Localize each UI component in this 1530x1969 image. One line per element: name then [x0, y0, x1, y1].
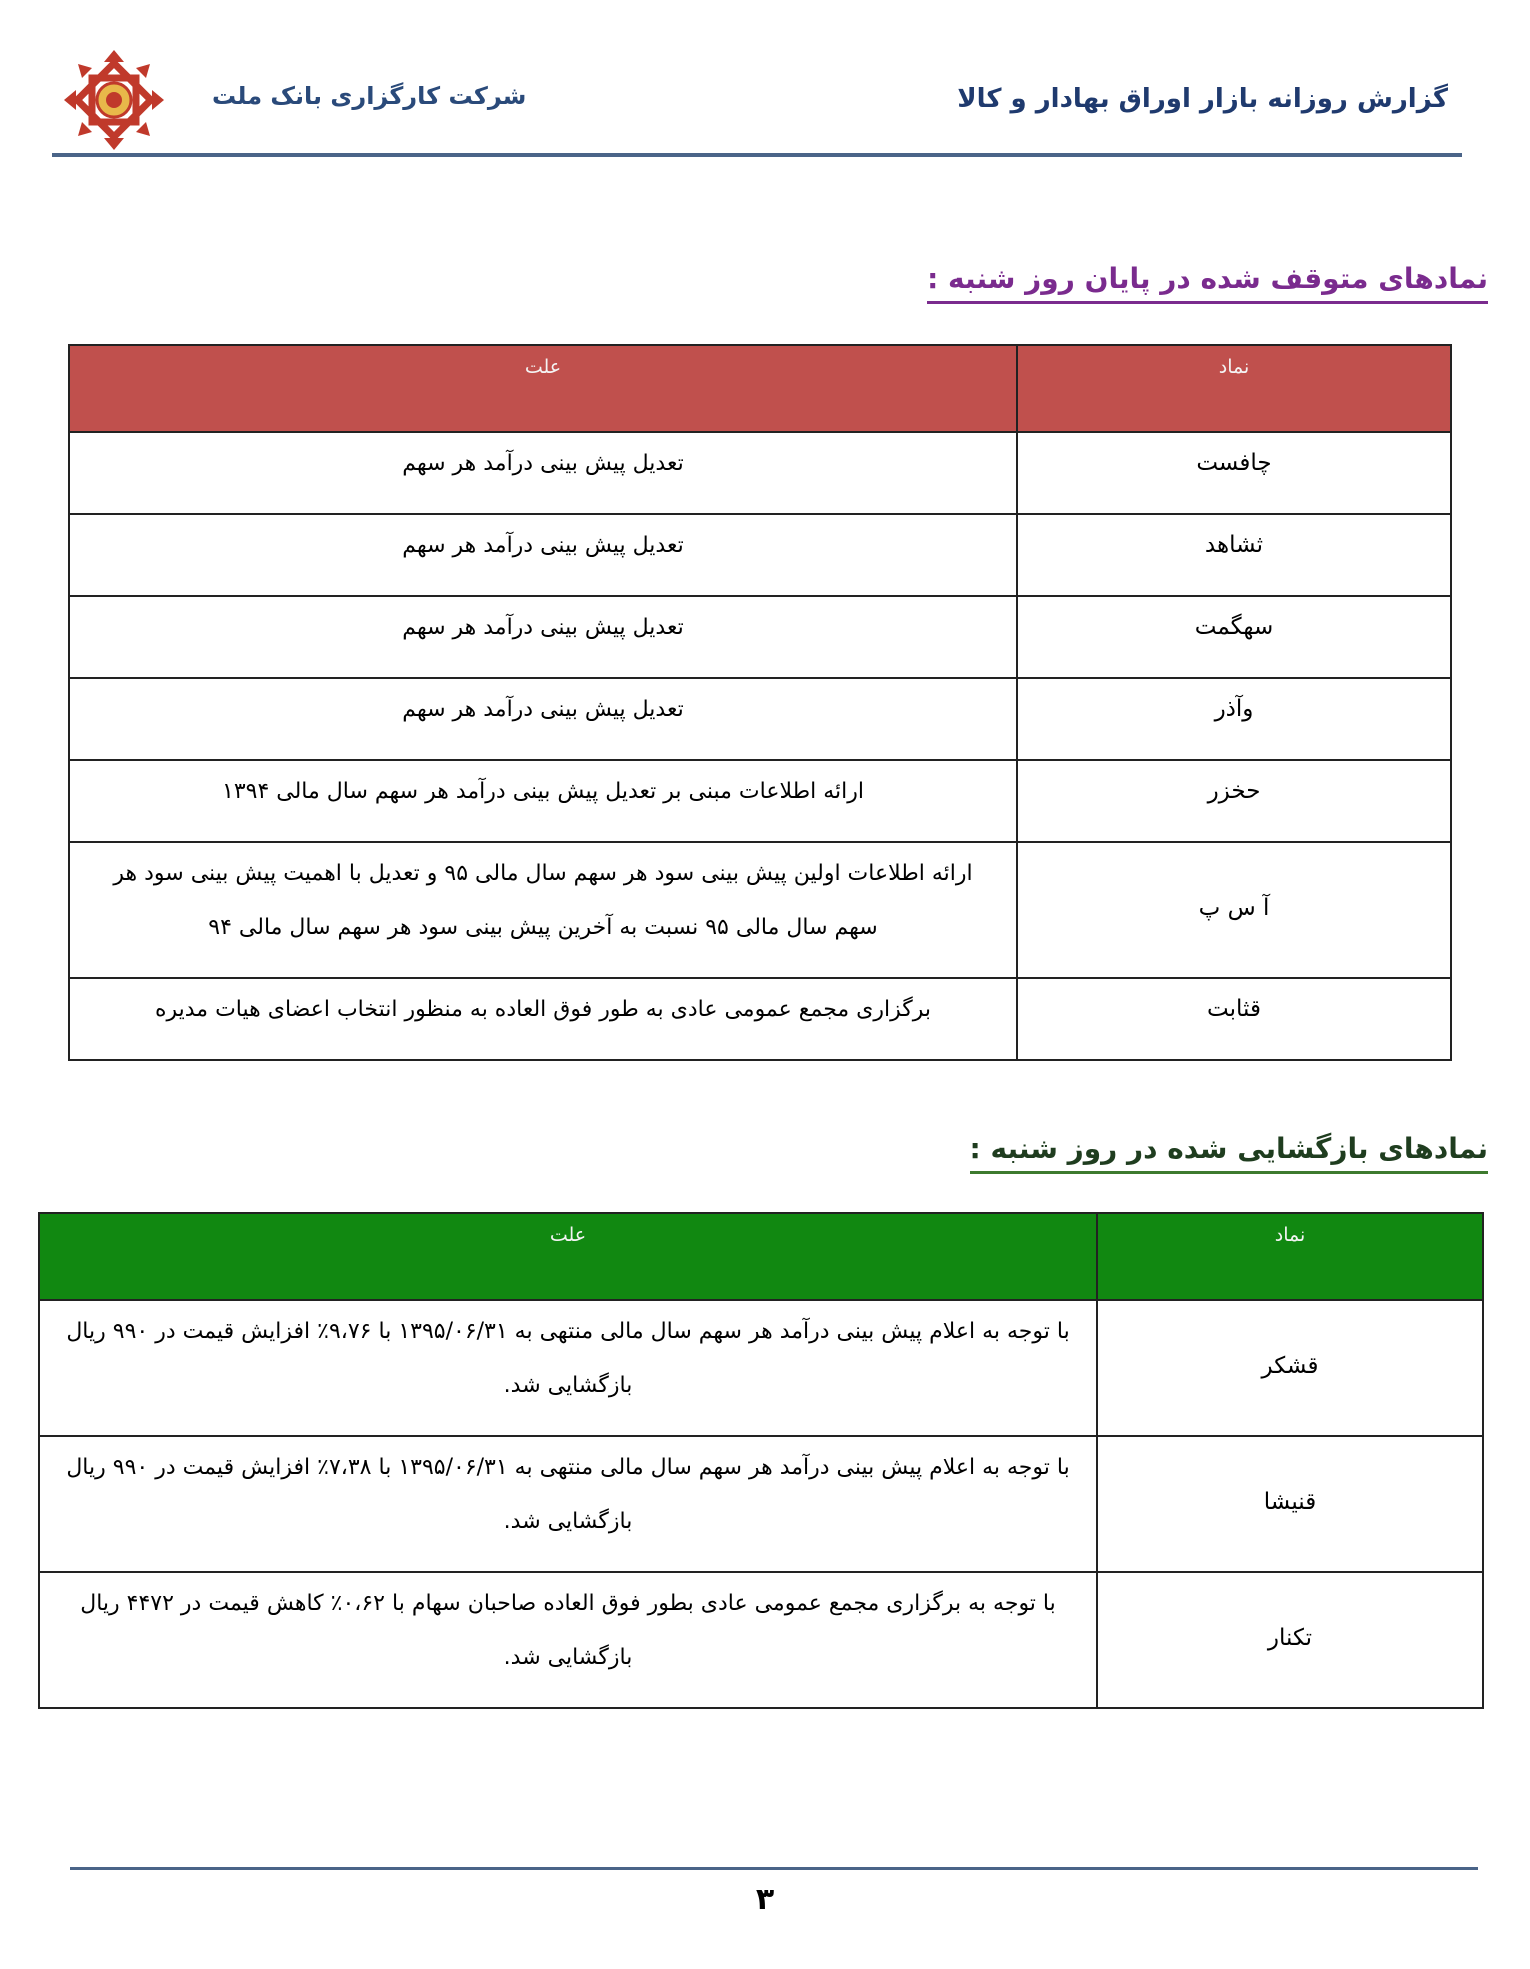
column-header-reason: علت	[39, 1213, 1097, 1300]
symbol-cell: تکنار	[1097, 1572, 1483, 1708]
symbol-cell: ثشاهد	[1017, 514, 1451, 596]
reason-cell: تعدیل پیش بینی درآمد هر سهم	[69, 678, 1017, 760]
table-row	[39, 1300, 1483, 1436]
reason-cell: تعدیل پیش بینی درآمد هر سهم	[69, 596, 1017, 678]
symbol-cell: سهگمت	[1017, 596, 1451, 678]
report-title: گزارش روزانه بازار اوراق بهادار و کالا	[957, 84, 1448, 114]
symbol-cell: قثابت	[1017, 978, 1451, 1060]
footer-divider	[70, 1867, 1478, 1870]
reason-cell: با توجه به برگزاری مجمع عمومی عادی بطور فوق العاده صاحبان سهام با ۰،۶۲٪ کاهش قیمت در ۴۴۷۲ ریال بازگشایی شد.	[39, 1572, 1097, 1708]
symbol-cell: چافست	[1017, 432, 1451, 514]
table-row	[69, 596, 1451, 678]
halted-symbols-table	[68, 344, 1452, 1061]
header-divider	[52, 153, 1462, 157]
bank-mellat-logo-icon	[62, 48, 166, 152]
reopened-symbols-table	[38, 1212, 1484, 1709]
halted-section-title: نمادهای متوقف شده در پایان روز شنبه :	[927, 262, 1488, 304]
reason-cell: با توجه به اعلام پیش بینی درآمد هر سهم سال مالی منتهی به ۱۳۹۵/۰۶/۳۱ با ۹،۷۶٪ افزایش قیمت در ۹۹۰ ریال بازگشایی شد.	[39, 1300, 1097, 1436]
symbol-cell: وآذر	[1017, 678, 1451, 760]
table-header-row	[69, 345, 1451, 432]
column-header-reason: علت	[69, 345, 1017, 432]
reason-cell: با توجه به اعلام پیش بینی درآمد هر سهم سال مالی منتهی به ۱۳۹۵/۰۶/۳۱ با ۷،۳۸٪ افزایش قیمت در ۹۹۰ ریال بازگشایی شد.	[39, 1436, 1097, 1572]
page-number: ۳	[755, 1882, 775, 1917]
column-header-symbol: نماد	[1097, 1213, 1483, 1300]
symbol-cell: قنیشا	[1097, 1436, 1483, 1572]
reason-cell: تعدیل پیش بینی درآمد هر سهم	[69, 514, 1017, 596]
table-row	[39, 1572, 1483, 1708]
symbol-cell: حخزر	[1017, 760, 1451, 842]
table-row	[69, 678, 1451, 760]
reason-cell: ارائه اطلاعات مبنی بر تعدیل پیش بینی درآمد هر سهم سال مالی ۱۳۹۴	[69, 760, 1017, 842]
table-row	[69, 514, 1451, 596]
table-header-row	[39, 1213, 1483, 1300]
company-name: شرکت کارگزاری بانک ملت	[212, 82, 527, 110]
table-row	[39, 1436, 1483, 1572]
symbol-cell: آ س پ	[1017, 842, 1451, 978]
table-row	[69, 760, 1451, 842]
column-header-symbol: نماد	[1017, 345, 1451, 432]
table-row	[69, 978, 1451, 1060]
reason-cell: تعدیل پیش بینی درآمد هر سهم	[69, 432, 1017, 514]
table-row	[69, 842, 1451, 978]
reason-cell: برگزاری مجمع عمومی عادی به طور فوق العاده به منظور انتخاب اعضای هیات مدیره	[69, 978, 1017, 1060]
reason-cell: ارائه اطلاعات اولین پیش بینی سود هر سهم سال مالی ۹۵ و تعدیل با اهمیت پیش بینی سود هر سهم سال مالی ۹۵ نسبت به آخرین پیش بینی سود هر سهم سال مالی ۹۴	[69, 842, 1017, 978]
symbol-cell: قشکر	[1097, 1300, 1483, 1436]
table-row	[69, 432, 1451, 514]
reopened-section-title: نمادهای بازگشایی شده در روز شنبه :	[970, 1132, 1488, 1174]
